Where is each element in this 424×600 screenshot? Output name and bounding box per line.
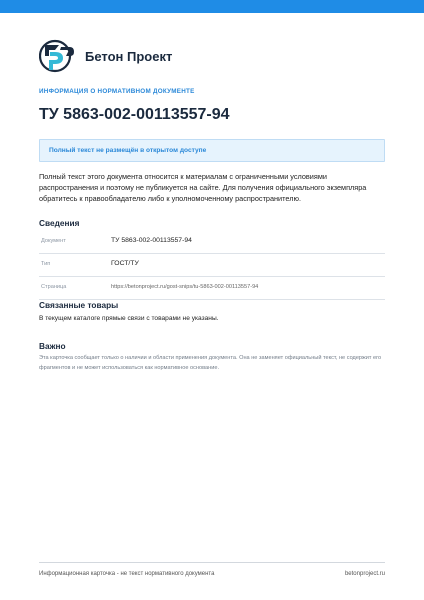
document-card xyxy=(39,0,387,600)
table-row xyxy=(39,254,385,277)
details-table xyxy=(39,231,385,300)
notice-banner xyxy=(39,139,385,162)
important-text: Эта карточка сообщает только о наличии и области применения документа. Она не заменяет официальный текст, не содержит его фрагментов и не может использоваться как нормативное основание. xyxy=(39,355,382,371)
logo-icon xyxy=(39,36,75,76)
important-heading: Важно xyxy=(39,341,66,351)
page-link[interactable]: https://betonproject.ru/gost-snips/tu-5863-002-00113557-94 xyxy=(111,284,259,290)
details-heading: Сведения xyxy=(39,218,80,228)
footer-divider xyxy=(39,562,385,563)
table-row xyxy=(39,277,385,300)
section-eyebrow: ИНФОРМАЦИЯ О НОРМАТИВНОМ ДОКУМЕНТЕ xyxy=(39,88,195,95)
row-value: ТУ 5863-002-00113557-94 xyxy=(111,237,192,244)
table-row xyxy=(39,231,385,254)
related-heading: Связанные товары xyxy=(39,300,119,310)
related-text: В текущем каталоге прямые связи с товарами не указаны. xyxy=(39,315,219,322)
footer-site-link[interactable]: betonproject.ru xyxy=(344,571,385,577)
document-title: ТУ 5863-002-00113557-94 xyxy=(39,106,230,123)
row-key: Тип xyxy=(41,261,51,267)
brand[interactable] xyxy=(39,36,172,76)
footer-caption: Информационная карточка - не текст нормативного документа xyxy=(39,571,215,577)
row-key: Страница xyxy=(41,284,67,290)
intro-paragraph: Полный текст этого документа относится к материалам с ограниченными условиями распространения и поэтому не публикуется на сайте. Для получения официального экземпляра обратитесь к правообладателю либо к уполномоченному распространителю. xyxy=(39,172,367,203)
row-value: ГОСТ/ТУ xyxy=(111,260,139,267)
notice-text: Полный текст не размещён в открытом доступе xyxy=(49,147,207,154)
row-key: Документ xyxy=(41,238,66,244)
brand-name: Бетон Проект xyxy=(85,48,173,64)
